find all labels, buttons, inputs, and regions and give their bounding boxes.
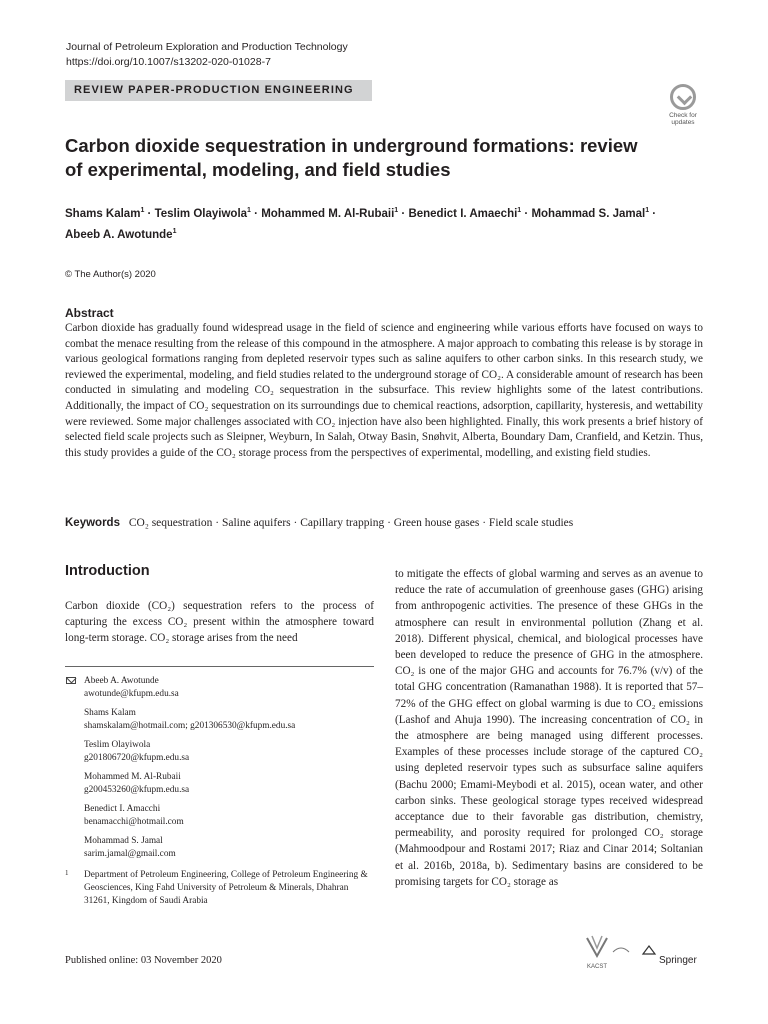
contact-entry bbox=[65, 771, 374, 797]
springer-horse-icon bbox=[643, 946, 655, 954]
article-type-banner bbox=[65, 80, 372, 101]
article-type-label: REVIEW PAPER-PRODUCTION ENGINEERING bbox=[74, 84, 354, 96]
email-icon bbox=[66, 677, 76, 684]
affiliation-number: 1 bbox=[65, 869, 69, 877]
author[interactable]: Mohammed M. Al-Rubaii$^1$ bbox=[261, 207, 399, 220]
journal-header bbox=[66, 40, 348, 70]
contact-entry bbox=[65, 835, 374, 861]
introduction-heading: Introduction bbox=[65, 563, 150, 579]
author[interactable]: Mohammad S. Jamal$^1$ bbox=[531, 207, 650, 220]
contact-name: Mohammad S. Jamal bbox=[84, 836, 163, 846]
contact-email[interactable]: g201806720@kfupm.edu.sa bbox=[84, 753, 190, 763]
article-title bbox=[65, 134, 705, 182]
intro-left-paragraph: Carbon dioxide (CO₂) sequestration refers to the process of capturing the excess CO₂ present within the atmosphere toward long-term storage. CO₂ storage arises from the need bbox=[65, 600, 374, 645]
check-updates-line2: updates bbox=[671, 119, 695, 126]
check-for-updates-button[interactable] bbox=[663, 84, 703, 126]
intro-right-paragraph: to mitigate the effects of global warming and serves as an avenue to reduce the rate of accumulation of greenhouse gases (GHG) arising from anthropogenic activities. The presence of these GHGs in the atmosphere can result in environmental pollution (Zhang et al. 2018). Different physical, chemical, and biological processes have been developed to reduce the presence of GHG in the atmosphere. CO₂ is one of the major GHG and accounts for 76.7% (v/v) of the total GHG concentration (Ramanathan 1988). It is reported that 57–72% of the GHG effect on global warming is due to CO₂ emissions (Lashof and Ahuja 1990). The increasing concentration of CO₂ in the atmosphere are being managed using different processes. Examples of these processes include storage of the captured CO₂ using depleted reservoir types such as subsurface saline aquifers (Bachu 2000; Emami-Meybodi et al. 2015), ocean water, and other carbon sinks. These geological storage types received widespread acceptance due to their favorable gas distribution, chemistry, permeability, and porosity required for prolonged CO₂ storage (Mahmoodpour and Rostami 2017; Riaz and Cinar 2014; Soltanian et al. 2016b, 2018a, b). Sedimentary basins are considered to be promising targets for CO₂ storage as bbox=[395, 568, 703, 888]
contact-name: Abeeb A. Awotunde bbox=[84, 676, 159, 686]
keywords-label: Keywords bbox=[65, 517, 120, 529]
author[interactable]: Abeeb A. Awotunde$^1$ bbox=[65, 227, 177, 241]
contact-name: Teslim Olayiwola bbox=[84, 740, 151, 750]
contact-email[interactable]: g200453260@kfupm.edu.sa bbox=[84, 785, 190, 795]
contact-name: Mohammed M. Al-Rubaii bbox=[84, 772, 181, 782]
author[interactable]: Shams Kalam$^1$ bbox=[65, 207, 145, 220]
title-line2: of experimental, modeling, and field studies bbox=[65, 159, 451, 180]
kacst-label: KACST bbox=[587, 964, 608, 970]
footnote-divider bbox=[65, 666, 374, 667]
affiliation bbox=[65, 869, 374, 908]
contact-entry bbox=[65, 739, 374, 765]
contact-email[interactable]: sarim.jamal@gmail.com bbox=[84, 849, 176, 859]
contact-name: Benedict I. Amacchi bbox=[84, 804, 161, 814]
author-list: Shams Kalam$^1$ · Teslim Olayiwola$^1$ · Mohammed M. Al-Rubaii$^1$ · Benedict I. Amaechi$^1$ · Mohammad S. Jamal$^1$ · Abeeb A. Awotunde$^1$ bbox=[65, 207, 657, 241]
contact-entry bbox=[65, 803, 374, 829]
contact-list bbox=[65, 675, 374, 908]
check-updates-line1: Check for bbox=[669, 112, 697, 119]
author[interactable]: Benedict I. Amaechi$^1$ bbox=[408, 207, 522, 220]
publisher-logos bbox=[583, 932, 703, 972]
keywords-text: CO₂ sequestration · Saline aquifers · Capillary trapping · Green house gases · Field scale studies bbox=[128, 517, 574, 529]
contact-name: Shams Kalam bbox=[84, 708, 136, 718]
copyright: © The Author(s) 2020 bbox=[65, 269, 156, 280]
contact-entry bbox=[65, 675, 374, 701]
contact-email[interactable]: benamacchi@hotmail.com bbox=[84, 817, 184, 827]
contact-email[interactable]: awotunde@kfupm.edu.sa bbox=[84, 689, 179, 699]
springer-label: Springer bbox=[659, 955, 697, 966]
title-line1: Carbon dioxide sequestration in underground formations: review bbox=[65, 135, 638, 156]
abstract-heading: Abstract bbox=[65, 306, 114, 320]
author[interactable]: Teslim Olayiwola$^1$ bbox=[154, 207, 251, 220]
abstract-text: Carbon dioxide has gradually found widespread usage in the field of science and engineering while various efforts have focused on ways to combat the menace resulting from the release of this compound in the atmosphere. A major approach to combating this release is by storage in various geological formations ranging from depleted reservoir types such as saline aquifers to other carbon sinks. In this research study, we reviewed the experimental, modeling, and field studies related to the underground storage of CO₂. A considerable amount of research has been conducted in simulating and modeling CO₂ sequestration in the subsurface. This review highlights some of the latest contributions. Additionally, the impact of CO₂ sequestration on its surroundings due to chemical reactions, adsorption, capillarity, hysteresis, and wettability were reviewed. Some major challenges associated with CO₂ injection have also been highlighted. Finally, this work presents a brief history of selected field scale projects such as Sleipner, Weyburn, In Salah, Otway Basin, Snøhvit, Alberta, Boundary Dam, Cranfield, and Ketzin. Thus, this study provides a guide of the CO₂ storage process from the perspectives of experimental, modelling, and existing field studies. bbox=[65, 322, 703, 459]
keywords bbox=[65, 517, 705, 529]
published-date: Published online: 03 November 2020 bbox=[65, 955, 222, 966]
kacst-logo-icon bbox=[583, 932, 703, 972]
contact-email[interactable]: shamskalam@hotmail.com; g201306530@kfupm.edu.sa bbox=[84, 721, 296, 731]
contact-entry bbox=[65, 707, 374, 733]
doi-link[interactable]: https://doi.org/10.1007/s13202-020-01028-7 bbox=[66, 56, 271, 68]
affiliation-text: Department of Petroleum Engineering, College of Petroleum Engineering & Geosciences, King Fahd University of Petroleum & Minerals, Dhahran 31261, Kingdom of Saudi Arabia bbox=[84, 870, 368, 906]
journal-name: Journal of Petroleum Exploration and Production Technology bbox=[66, 41, 348, 53]
check-updates-icon bbox=[670, 84, 696, 110]
